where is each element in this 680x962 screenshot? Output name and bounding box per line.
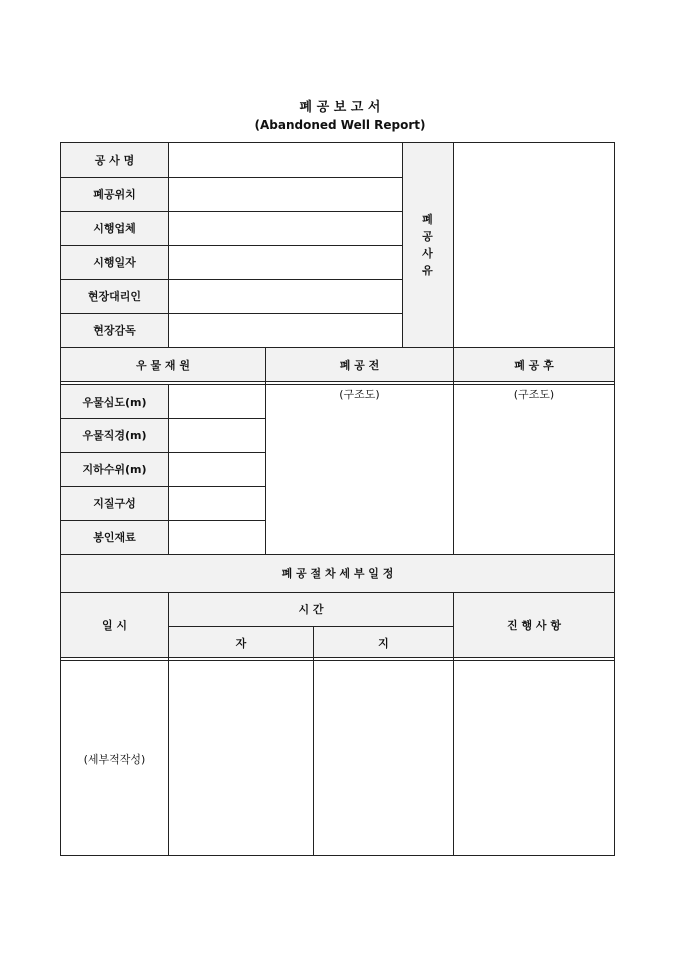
schedule-date-cell[interactable]: [61, 662, 168, 856]
field-groundwater-level[interactable]: [169, 452, 265, 486]
label-closure-reason: [402, 143, 453, 347]
row-divider: [60, 177, 402, 178]
header-time-to: 지: [378, 636, 389, 650]
table-border-top: [60, 142, 615, 143]
label-groundwater-level: 지하수위(m): [82, 463, 147, 476]
col-divider: [313, 626, 314, 856]
structure-after-area[interactable]: [454, 382, 614, 554]
report-subtitle: (Abandoned Well Report): [254, 118, 426, 132]
double-divider: [60, 657, 615, 661]
schedule-title: 폐 공 절 차 세 부 일 정: [281, 567, 394, 580]
col-divider: [265, 347, 266, 555]
double-divider: [60, 381, 615, 385]
table-border-right: [614, 142, 615, 856]
label-well-location: 폐공위치: [93, 188, 136, 201]
label-sealing-material: 봉인재료: [93, 531, 136, 544]
col-divider: [453, 347, 454, 555]
structure-note-after: (구조도): [513, 388, 555, 401]
row-divider: [60, 554, 615, 555]
field-contractor[interactable]: [169, 211, 402, 245]
label-well-depth: 우물심도(m): [82, 395, 147, 409]
field-closure-reason[interactable]: [454, 143, 614, 347]
reason-char: 폐: [422, 213, 433, 226]
schedule-from-cell[interactable]: [169, 662, 313, 856]
col-divider: [402, 142, 403, 348]
header-time-from: 자: [235, 636, 247, 650]
row-divider: [60, 520, 266, 521]
header-time: 시 간: [298, 603, 324, 616]
field-well-depth[interactable]: [169, 385, 265, 418]
header-date: 일 시: [101, 619, 128, 632]
reason-char: 유: [422, 264, 433, 277]
table-border-bottom: [60, 855, 615, 856]
structure-before-area[interactable]: [266, 382, 453, 554]
header-before-closure: 폐 공 전: [339, 358, 380, 372]
row-divider: [60, 313, 402, 314]
col-divider: [168, 592, 169, 856]
label-geology: 지질구성: [93, 497, 136, 510]
label-well-diameter: 우물직경(m): [82, 429, 147, 442]
structure-note-before: (구조도): [339, 388, 380, 401]
label-site-supervisor: 현장감독: [93, 324, 136, 337]
row-divider: [60, 211, 402, 212]
table-border-left: [60, 142, 61, 856]
schedule-progress-cell[interactable]: [454, 662, 614, 856]
label-contractor: 시행업체: [93, 222, 136, 235]
field-well-location[interactable]: [169, 177, 402, 211]
row-divider: [60, 486, 266, 487]
col-divider: [168, 142, 169, 348]
col-divider: [453, 592, 454, 856]
reason-char: 사: [422, 247, 433, 260]
row-divider: [60, 279, 402, 280]
field-site-agent[interactable]: [169, 279, 402, 313]
schedule-body-note: (세부적작성): [83, 753, 146, 766]
schedule-to-cell[interactable]: [314, 662, 453, 856]
col-divider: [168, 384, 169, 555]
field-sealing-material[interactable]: [169, 520, 265, 554]
field-project-name[interactable]: [169, 143, 402, 177]
row-divider: [60, 245, 402, 246]
row-divider: [168, 626, 454, 627]
label-site-agent: 현장대리인: [87, 290, 142, 303]
header-after-closure: 폐 공 후: [514, 358, 554, 372]
field-well-diameter[interactable]: [169, 418, 265, 452]
field-site-supervisor[interactable]: [169, 313, 402, 347]
reason-char: 공: [422, 230, 433, 243]
row-divider: [60, 347, 615, 348]
field-work-date[interactable]: [169, 245, 402, 279]
label-work-date: 시행일자: [93, 256, 136, 269]
field-geology[interactable]: [169, 486, 265, 520]
label-project-name: 공 사 명: [94, 154, 135, 167]
header-progress: 진 행 사 항: [507, 619, 561, 632]
row-divider: [60, 452, 266, 453]
row-divider: [60, 592, 615, 593]
report-title: 폐 공 보 고 서: [299, 100, 381, 115]
row-divider: [60, 418, 266, 419]
header-well-specs: 우 물 재 원: [136, 358, 190, 372]
col-divider: [453, 142, 454, 348]
